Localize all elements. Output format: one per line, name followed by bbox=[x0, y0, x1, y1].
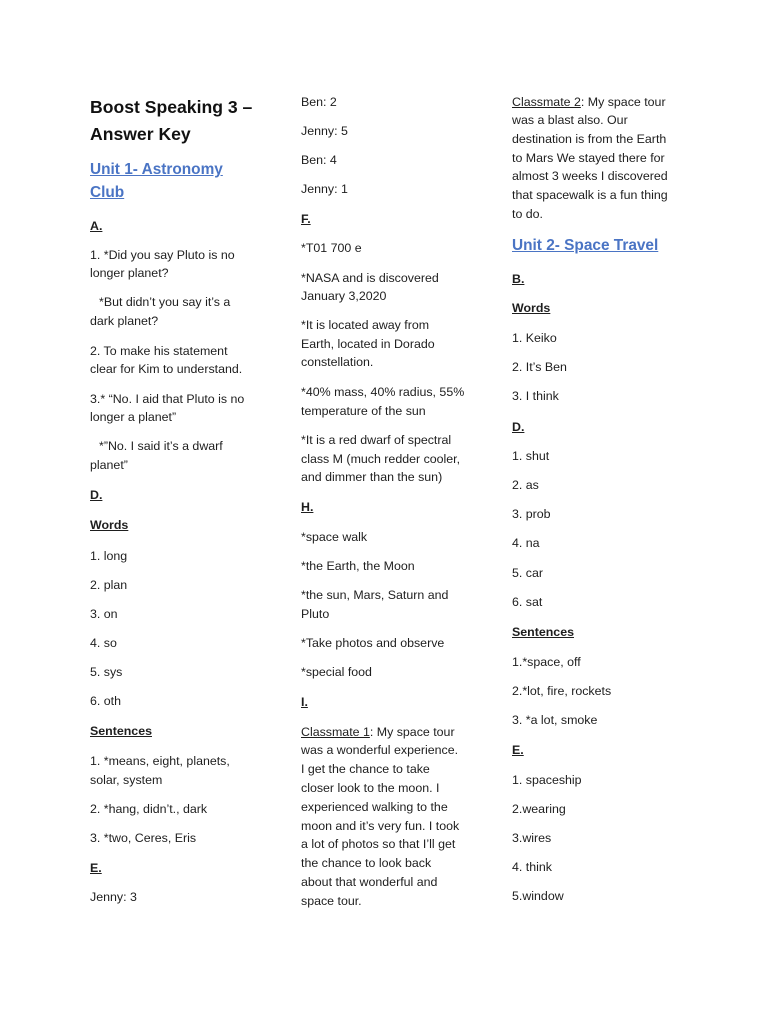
section-e-item: Ben: 4 bbox=[301, 153, 337, 167]
answer-a-1-line-2: longer planet? bbox=[90, 266, 169, 280]
word-item: 3. on bbox=[90, 607, 118, 621]
page-title-line-1: Boost Speaking 3 – bbox=[90, 97, 253, 117]
unit-2-heading: Unit 2- Space Travel bbox=[512, 237, 659, 254]
answer-h-2: *the Earth, the Moon bbox=[301, 559, 415, 573]
classmate-2-line: was a blast also. Our bbox=[512, 113, 628, 127]
section-d-heading: D. bbox=[90, 488, 103, 502]
classmate-2-line: to Mars We stayed there for bbox=[512, 151, 665, 165]
classmate-1-line: was a wonderful experience. bbox=[301, 743, 459, 757]
unit-2-sentence-item: 1.*space, off bbox=[512, 655, 581, 669]
classmate-1-label: Classmate 1 bbox=[301, 725, 370, 739]
unit-2-sentences-heading: Sentences bbox=[512, 625, 574, 639]
answer-a-2-line-1: 2. To make his statement bbox=[90, 344, 228, 358]
unit-2-word-item: 2. It’s Ben bbox=[512, 360, 567, 374]
unit-2-d-item: 2. as bbox=[512, 478, 539, 492]
unit-1-heading-line-1: Unit 1- Astronomy bbox=[90, 161, 223, 178]
unit-2-word-item: 3. I think bbox=[512, 389, 559, 403]
unit-2-e-item: 3.wires bbox=[512, 831, 552, 845]
unit-2-d-item: 4. na bbox=[512, 536, 540, 550]
unit-2-word-item: 1. Keiko bbox=[512, 331, 557, 345]
word-item: 5. sys bbox=[90, 665, 123, 679]
answer-a-1-line-1: 1. *Did you say Pluto is no bbox=[90, 248, 235, 262]
word-item: 2. plan bbox=[90, 578, 128, 592]
answer-h-5: *special food bbox=[301, 665, 372, 679]
answer-f-5-line-1: *It is a red dwarf of spectral bbox=[301, 433, 452, 447]
unit-2-words-heading: Words bbox=[512, 301, 551, 315]
classmate-2-label: Classmate 2 bbox=[512, 95, 581, 109]
classmate-1-line-1 bbox=[301, 724, 455, 740]
classmate-1-line: about that wonderful and bbox=[301, 875, 438, 889]
classmate-1-line: moon and it’s very fun. I took bbox=[301, 819, 460, 833]
classmate-2-line: almost 3 weeks I discovered bbox=[512, 169, 668, 183]
sentence-1-line-1: 1. *means, eight, planets, bbox=[90, 754, 230, 768]
unit-2-section-d-heading: D. bbox=[512, 420, 525, 434]
answer-f-5-line-3: and dimmer than the sun) bbox=[301, 470, 443, 484]
section-f-heading: F. bbox=[301, 212, 311, 226]
unit-2-e-item: 2.wearing bbox=[512, 802, 566, 816]
classmate-1-text: : My space tour bbox=[369, 725, 455, 739]
unit-2-section-b-heading: B. bbox=[512, 272, 525, 286]
unit-1-heading-line-2: Club bbox=[90, 184, 125, 201]
word-item: 4. so bbox=[90, 636, 117, 650]
answer-f-5-line-2: class M (much redder cooler, bbox=[301, 452, 461, 466]
section-e-item: Jenny: 1 bbox=[301, 182, 348, 196]
classmate-2-line: that spacewalk is a fun thing bbox=[512, 188, 668, 202]
classmate-1-line: the chance to look back bbox=[301, 856, 432, 870]
unit-2-d-item: 5. car bbox=[512, 566, 543, 580]
unit-2-e-item: 1. spaceship bbox=[512, 773, 582, 787]
answer-a-3-line-1: 3.* “No. I aid that Pluto is no bbox=[90, 392, 245, 406]
answer-h-3-line-1: *the sun, Mars, Saturn and bbox=[301, 588, 449, 602]
answer-f-2-line-1: *NASA and is discovered bbox=[301, 271, 439, 285]
section-e-item: Ben: 2 bbox=[301, 95, 337, 109]
answer-a-3-line-2: longer a planet” bbox=[90, 410, 177, 424]
answer-f-1: *T01 700 e bbox=[301, 241, 362, 255]
answer-a-3b-line-2: planet” bbox=[90, 458, 128, 472]
answer-a-1b-line-1: *But didn’t you say it’s a bbox=[99, 295, 231, 309]
section-a-heading: A. bbox=[90, 219, 103, 233]
word-item: 1. long bbox=[90, 549, 128, 563]
unit-2-sentence-item: 2.*lot, fire, rockets bbox=[512, 684, 612, 698]
sentence-1-line-2: solar, system bbox=[90, 773, 163, 787]
unit-2-section-e-heading: E. bbox=[512, 743, 524, 757]
answer-a-2-line-2: clear for Kim to understand. bbox=[90, 362, 243, 376]
answer-a-3b-line-1: *”No. I said it’s a dwarf bbox=[99, 439, 223, 453]
answer-f-2-line-2: January 3,2020 bbox=[301, 289, 387, 303]
word-item: 6. oth bbox=[90, 694, 122, 708]
section-e-item: Jenny: 3 bbox=[90, 890, 137, 904]
answer-f-3-line-2: Earth, located in Dorado bbox=[301, 337, 435, 351]
words-heading: Words bbox=[90, 518, 129, 532]
unit-2-e-item: 5.window bbox=[512, 889, 564, 903]
classmate-2-line-1 bbox=[512, 94, 666, 110]
section-i-heading: I. bbox=[301, 695, 308, 709]
classmate-2-line: to do. bbox=[512, 207, 544, 221]
classmate-1-line: space tour. bbox=[301, 894, 362, 908]
answer-f-4-line-1: *40% mass, 40% radius, 55% bbox=[301, 385, 465, 399]
answer-h-1: *space walk bbox=[301, 530, 368, 544]
answer-h-4: *Take photos and observe bbox=[301, 636, 445, 650]
answer-f-4-line-2: temperature of the sun bbox=[301, 404, 426, 418]
page-title-line-2: Answer Key bbox=[90, 124, 191, 144]
unit-2-sentence-item: 3. *a lot, smoke bbox=[512, 713, 598, 727]
section-h-heading: H. bbox=[301, 500, 314, 514]
classmate-1-line: experienced walking to the bbox=[301, 800, 448, 814]
classmate-2-line: destination is from the Earth bbox=[512, 132, 667, 146]
section-e-heading: E. bbox=[90, 861, 102, 875]
unit-2-e-item: 4. think bbox=[512, 860, 552, 874]
classmate-2-text: : My space tour bbox=[580, 95, 666, 109]
answer-f-3-line-1: *It is located away from bbox=[301, 318, 430, 332]
unit-2-d-item: 1. shut bbox=[512, 449, 550, 463]
classmate-1-line: closer look to the moon. I bbox=[301, 781, 440, 795]
section-e-item: Jenny: 5 bbox=[301, 124, 348, 138]
answer-f-3-line-3: constellation. bbox=[301, 355, 374, 369]
sentence-3: 3. *two, Ceres, Eris bbox=[90, 831, 197, 845]
sentences-heading: Sentences bbox=[90, 724, 152, 738]
answer-h-3-line-2: Pluto bbox=[301, 607, 330, 621]
unit-2-d-item: 6. sat bbox=[512, 595, 543, 609]
answer-a-1b-line-2: dark planet? bbox=[90, 314, 159, 328]
classmate-1-line: a lot of photos so that I’ll get bbox=[301, 837, 456, 851]
classmate-1-line: I get the chance to take bbox=[301, 762, 430, 776]
sentence-2: 2. *hang, didn’t., dark bbox=[90, 802, 208, 816]
unit-2-d-item: 3. prob bbox=[512, 507, 551, 521]
